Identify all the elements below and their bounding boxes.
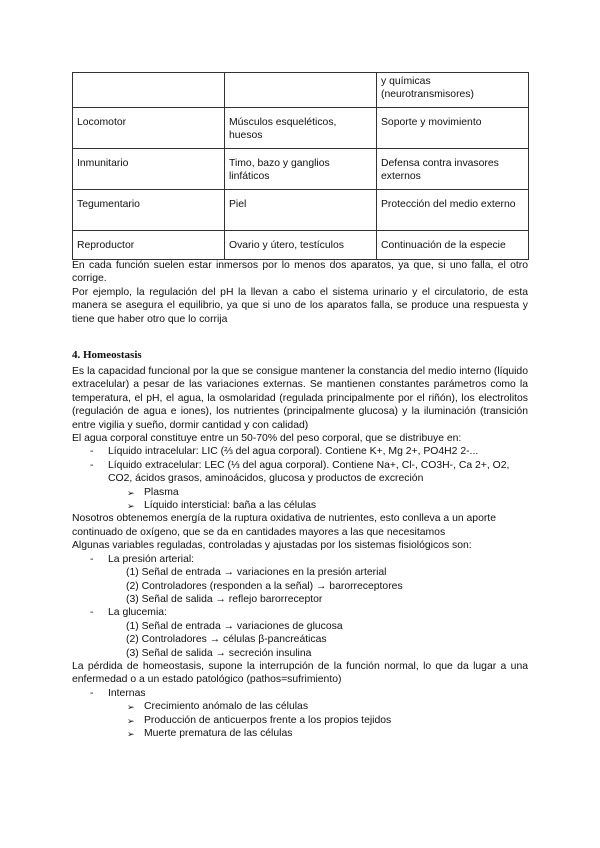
internal-causes-list (72, 687, 528, 741)
paragraph: La pérdida de homeostasis, supone la interrupción de la función normal, lo que da lugar a una enfermedad o a un estado patológico (pathos=sufrimiento) (72, 660, 528, 686)
table-cell (73, 73, 225, 108)
table-cell: Protección del medio externo (377, 190, 529, 231)
table-row (73, 73, 529, 108)
table-cell: Continuación de la especie (377, 231, 529, 260)
table-row (73, 108, 529, 149)
water-list (72, 445, 528, 512)
paragraph: Algunas variables reguladas, controladas y ajustadas por los sistemas fisiológicos son: (72, 540, 472, 552)
table-cell: Defensa contra invasores externos (377, 149, 529, 190)
list-item: - La glucemia: (72, 606, 528, 619)
list-item: - Líquido intracelular: LIC (⅔ del agua corporal). Contiene K+, Mg 2+, PO4H2 2-... (72, 445, 528, 458)
table-row (73, 231, 529, 260)
paragraph: Es la capacidad funcional por la que se consigue mantener la constancia del medio interno (líquido extracelular) a pesar de las variaciones externas. Se mantienen constantes parámetros como la temperatura, el pH, el agua, la osmolaridad (regulada principalmente por el riñón), los electrolitos (regulación de agua e iones), los nutrientes (principalmente glucosa) y la iluminación (transición entre vigilia y sueño, dormir cantidad y con calidad) (72, 366, 528, 431)
table-cell: Piel (225, 190, 377, 231)
list-item: (3) Señal de salida → secreción insulina (126, 647, 312, 659)
list-item: (1) Señal de entrada → variaciones en la presión arterial (126, 567, 387, 579)
systems-table (72, 72, 529, 260)
list-item: (3) Señal de salida → reflejo barorreceptor (126, 593, 323, 605)
list-item: ➢ Producción de anticuerpos frente a los propios tejidos (72, 714, 528, 727)
table-cell: Locomotor (73, 108, 225, 149)
table-row (73, 190, 529, 231)
section-heading: 4. Homeostasis (72, 349, 142, 361)
list-item: ➢ Líquido intersticial: baña a las células (72, 499, 528, 512)
intro-text (72, 259, 528, 326)
table-cell: Reproductor (73, 231, 225, 260)
list-item: - Líquido extracelular: LEC (⅓ del agua corporal). Contiene Na+, Cl-, CO3H-, Ca 2+, O2, CO2, ácidos grasos, aminoácidos, glucosa y productos de excreción (72, 459, 528, 486)
list-item: ➢ Muerte prematura de las células (72, 727, 528, 740)
list-item: (2) Controladores → células β-pancreáticas (126, 634, 327, 646)
table-row (73, 149, 529, 190)
variables-list (72, 553, 528, 660)
list-item: ➢ Crecimiento anómalo de las células (72, 700, 528, 713)
homeostasis-body (72, 365, 528, 740)
table-cell (225, 73, 377, 108)
list-item: - La presión arterial: (72, 553, 528, 566)
list-item: (1) Señal de entrada → variaciones de glucosa (126, 620, 343, 632)
paragraph: Nosotros obtenemos energía de la ruptura oxidativa de nutrientes, esto conlleva a un aporte continuado de oxígeno, que se da en cantidades mayores a las que necesitamos (72, 513, 496, 538)
list-item: (2) Controladores (responden a la señal) → barorreceptores (126, 580, 403, 592)
table-cell: Inmunitario (73, 149, 225, 190)
table-cell: Timo, bazo y ganglios linfáticos (225, 149, 377, 190)
table-cell: Músculos esqueléticos, huesos (225, 108, 377, 149)
paragraph: Por ejemplo, la regulación del pH la llevan a cabo el sistema urinario y el circulatorio, de esta manera se asegura el equilibrio, ya que si uno de los aparatos falla, se produce una respuesta y tiene que haber otro que lo corrija (72, 286, 528, 325)
table-cell: y químicas (neurotransmisores) (377, 73, 529, 108)
list-item: - Internas (72, 687, 528, 700)
list-item: ➢ Plasma (72, 486, 528, 499)
table-cell: Ovario y útero, testículos (225, 231, 377, 260)
table-cell: Tegumentario (73, 190, 225, 231)
table-cell: Soporte y movimiento (377, 108, 529, 149)
paragraph: El agua corporal constituye entre un 50-70% del peso corporal, que se distribuye en: (72, 433, 462, 445)
paragraph: En cada función suelen estar inmersos por lo menos dos aparatos, ya que, si uno falla, el otro corrige. (72, 260, 528, 285)
